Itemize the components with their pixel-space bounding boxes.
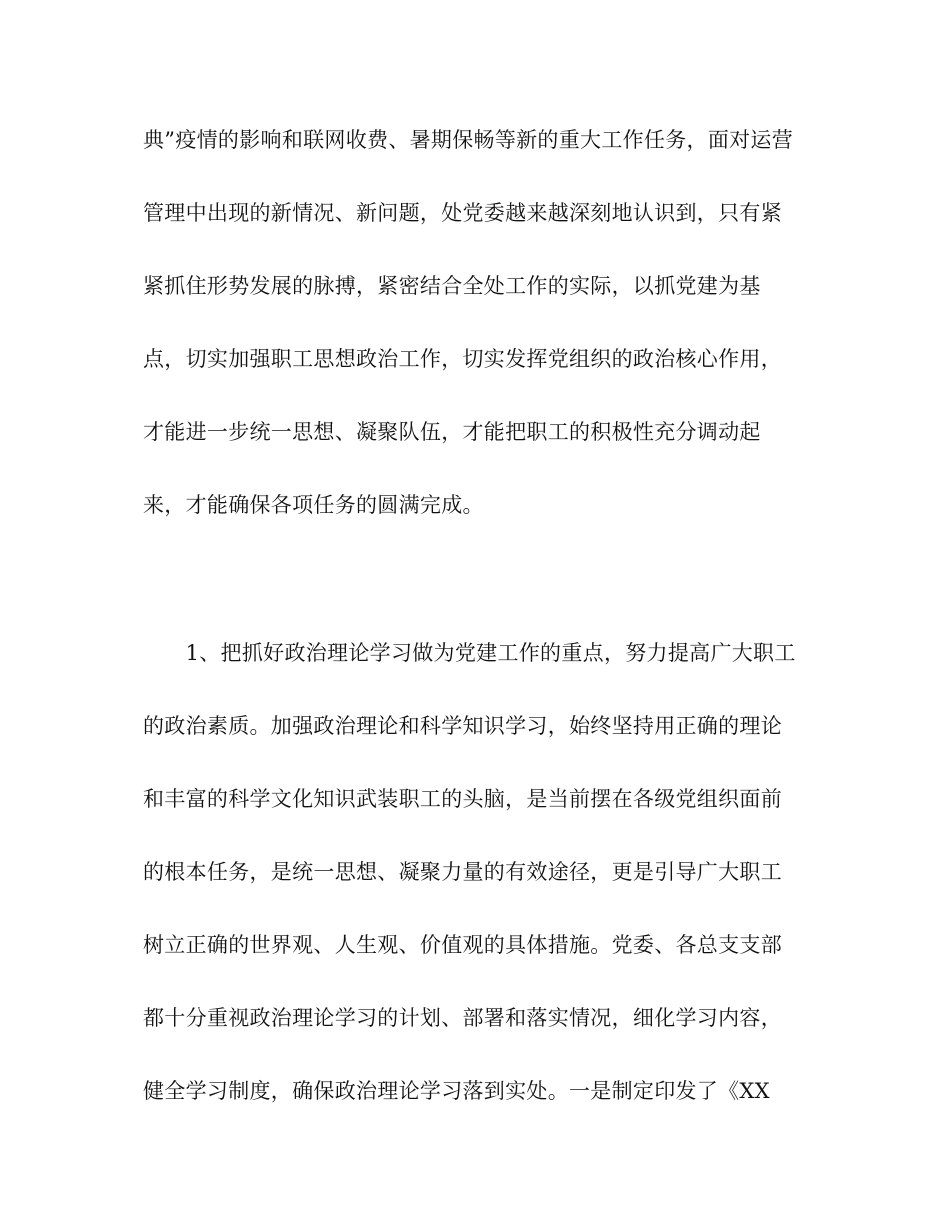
- text-line: 树立正确的世界观、人生观、价值观的具体措施。党委、各总支支部: [143, 933, 782, 957]
- text-line: 都十分重视政治理论学习的计划、部署和落实情况，细化学习内容，: [143, 1006, 782, 1030]
- text-line: 才能进一步统一思想、凝聚队伍，才能把职工的积极性充分调动起: [143, 420, 761, 444]
- text-line: 点，切实加强职工思想政治工作，切实发挥党组织的政治核心作用，: [143, 347, 782, 371]
- paragraph-continuation: [143, 104, 823, 542]
- text-line: 健全学习制度，确保政治理论学习落到实处。一是制定印发了《XX: [143, 1079, 770, 1103]
- text-line: 管理中出现的新情况、新问题，处党委越来越深刻地认识到，只有紧: [143, 201, 782, 225]
- text-line: 来，才能确保各项任务的圆满完成。: [143, 493, 484, 517]
- text-line: 紧抓住形势发展的脉搏，紧密结合全处工作的实际，以抓党建为基: [143, 274, 761, 298]
- paragraph-item-1: [143, 617, 823, 1128]
- text-line: 和丰富的科学文化知识武装职工的头脑，是当前摆在各级党组织面前: [143, 787, 782, 811]
- text-line: 的根本任务，是统一思想、凝聚力量的有效途径，更是引导广大职工: [143, 860, 782, 884]
- text-line: 的政治素质。加强政治理论和科学知识学习，始终坚持用正确的理论: [143, 714, 782, 738]
- text-line: 典”疫情的影响和联网收费、暑期保畅等新的重大工作任务，面对运营: [143, 128, 794, 152]
- text-line: 1、把抓好政治理论学习做为党建工作的重点，努力提高广大职工: [143, 641, 796, 665]
